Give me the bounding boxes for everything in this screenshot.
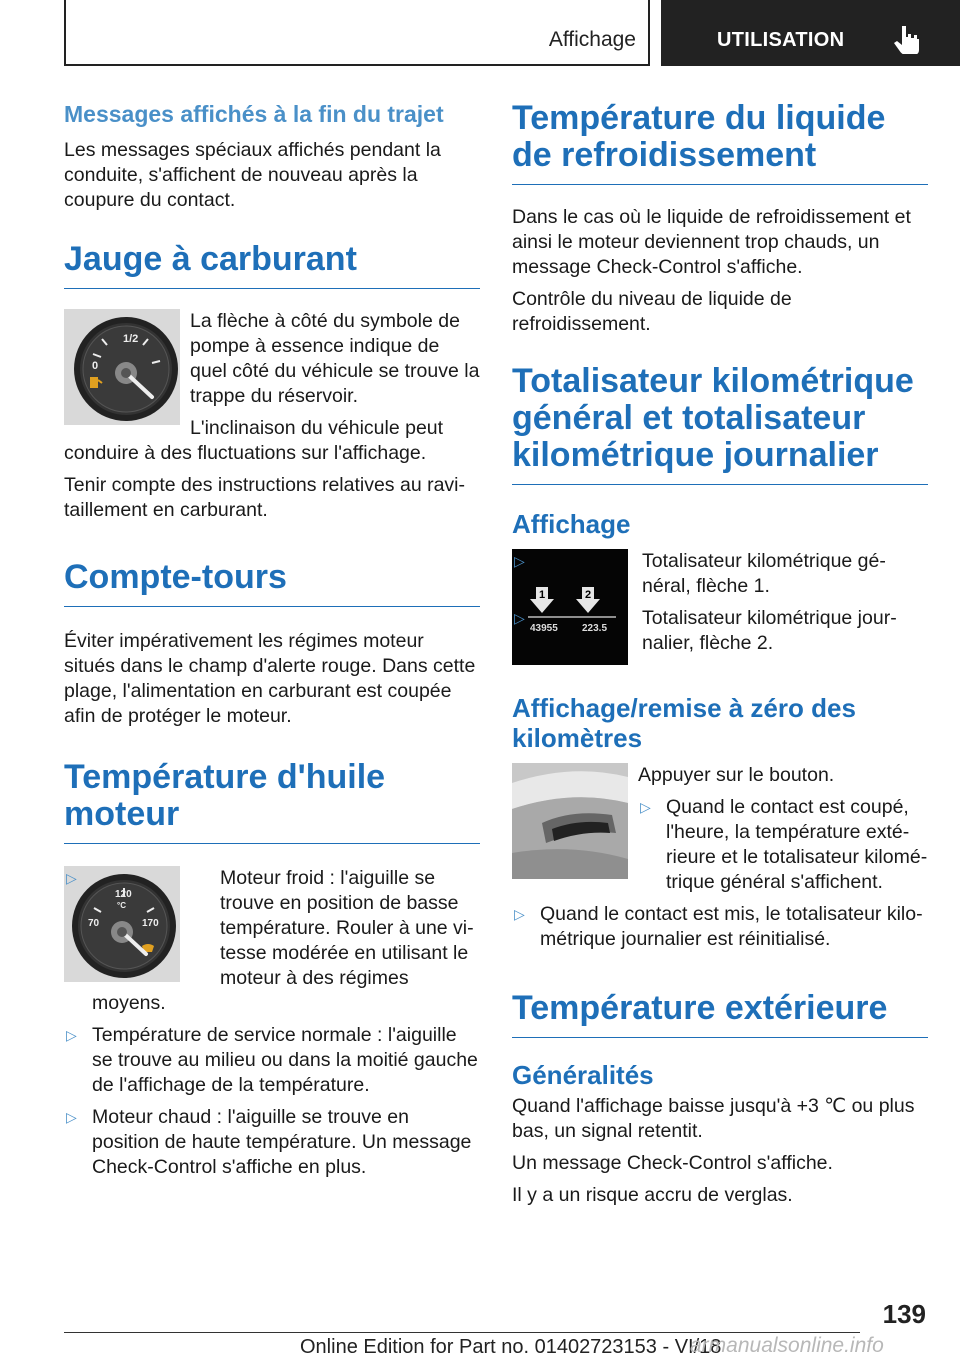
triangle-bullet-icon: ▷: [640, 799, 651, 815]
reset-button-illustration: [512, 763, 628, 879]
fuel-gauge-text-3: Tenir compte des instructions relatives au ravitaillement en carburant.: [64, 474, 466, 521]
fuel-gauge-heading: Jauge à carburant: [64, 241, 480, 289]
list-item: ▷ Quand le contact est coupé, l'heure, la température extérieure et le totalisateur kilométrique général s'affichent.: [640, 796, 928, 893]
fuel-gauge-illustration: [64, 309, 180, 425]
general-text-3: Il y a un risque accru de verglas.: [512, 1184, 793, 1206]
oil-temperature-list: [64, 866, 480, 1180]
reset-text: Appuyer sur le bouton.: [638, 764, 835, 786]
triangle-bullet-icon: ▷: [66, 1027, 77, 1043]
header-section-title: Affichage: [548, 28, 636, 51]
triangle-bullet-icon: ▷: [66, 870, 77, 886]
coolant-text-2: Contrôle du niveau de liquide de refroidissement.: [512, 288, 792, 335]
list-item: ▷ Moteur froid : l'aiguille se trouve en position de basse température. Rouler à une vitesse modérée en utilisant le moteur à des régimes moyens.: [66, 867, 474, 1014]
list-item: ▷ Moteur chaud : l'aiguille se trouve en position de haute température. Un message Check-Control s'affiche en plus.: [66, 1106, 472, 1178]
tachometer-heading: Compte-tours: [64, 559, 480, 607]
footer-watermark: armanualsonline.info: [690, 1334, 884, 1357]
list-item: ▷ Totalisateur kilométrique journalier, flèche 2.: [514, 607, 897, 654]
header-chapter-label: UTILISATION: [717, 29, 845, 51]
reset-heading: Affichage/remise à zéro des kilomètres: [512, 693, 856, 753]
odometer-arrow-2-label: 2: [584, 589, 592, 601]
fuel-gauge-text-2: L'inclinaison du véhicule peut conduire à des fluctuations sur l'affichage.: [64, 417, 444, 464]
fuel-gauge-zero-label: 0: [92, 360, 99, 372]
coolant-heading: Température du liquide de refroidissement: [512, 100, 928, 185]
fuel-gauge-text-1: La flèche à côté du symbole de pompe à essence indique de quel côté du véhicule se trouve la trappe du réservoir.: [190, 310, 480, 407]
oil-gauge-unit-label: °C: [117, 901, 126, 910]
general-heading: Généralités: [512, 1060, 654, 1090]
left-column: [64, 100, 480, 1187]
oil-temperature-heading: Température d'huile moteur: [64, 759, 480, 844]
general-text-2: Un message Check-Control s'affiche.: [512, 1152, 833, 1174]
end-trip-heading: Messages affichés à la fin du trajet: [64, 101, 444, 127]
oil-gauge-high-label: 170: [142, 918, 159, 929]
triangle-bullet-icon: ▷: [514, 553, 525, 569]
general-text-1: Quand l'affichage baisse jusqu'à +3 ℃ ou plus bas, un signal retentit.: [512, 1095, 915, 1142]
list-item: ▷ Totalisateur kilométrique général, flèche 1.: [514, 550, 886, 597]
fuel-gauge-half-label: 1/2: [123, 333, 139, 345]
odometer-trip-value: 223.5: [582, 623, 608, 634]
page-number: 139: [882, 1299, 926, 1329]
pointing-hand-icon: [893, 24, 923, 54]
footer-edition: Online Edition for Part no. 01402723153 - VI/18: [300, 1336, 722, 1358]
oil-gauge-low-label: 70: [88, 918, 100, 929]
reset-button-figure: [512, 763, 628, 879]
tachometer-text: Éviter impérativement les régimes moteur situés dans le champ d'alerte rouge. Dans cette plage, l'alimentation en carburant est coupée afin de protéger le moteur.: [64, 630, 476, 727]
triangle-bullet-icon: ▷: [514, 906, 525, 922]
fuel-gauge-figure: [64, 309, 180, 425]
footer-rule: [64, 1332, 860, 1333]
triangle-bullet-icon: ▷: [514, 610, 525, 626]
odometer-arrow-1-label: 1: [538, 589, 546, 601]
oil-gauge-mid-label: 120: [115, 889, 132, 900]
coolant-text-1: Dans le cas où le liquide de refroidissement et ainsi le moteur deviennent trop chauds, un message Check-Control s'affiche.: [512, 206, 911, 278]
triangle-bullet-icon: ▷: [66, 1109, 77, 1125]
list-item: ▷ Température de service normale : l'aiguille se trouve au milieu ou dans la moitié gauche de l'affichage de la température.: [66, 1024, 478, 1096]
odometer-total-value: 43955: [530, 623, 558, 634]
outside-temperature-heading: Température extérieure: [512, 990, 928, 1038]
end-trip-text: Les messages spéciaux affichés pendant la conduite, s'affichent de nouveau après la coupure du contact.: [64, 139, 441, 211]
display-heading: Affichage: [512, 509, 631, 539]
odometer-heading: Totalisateur kilométrique général et totalisateur kilométrique journalier: [512, 363, 928, 485]
header-chapter-tab: [661, 0, 960, 66]
right-column: [512, 100, 928, 1215]
list-item: ▷ Quand le contact est mis, le totalisateur kilométrique journalier est réinitialisé.: [514, 903, 923, 950]
